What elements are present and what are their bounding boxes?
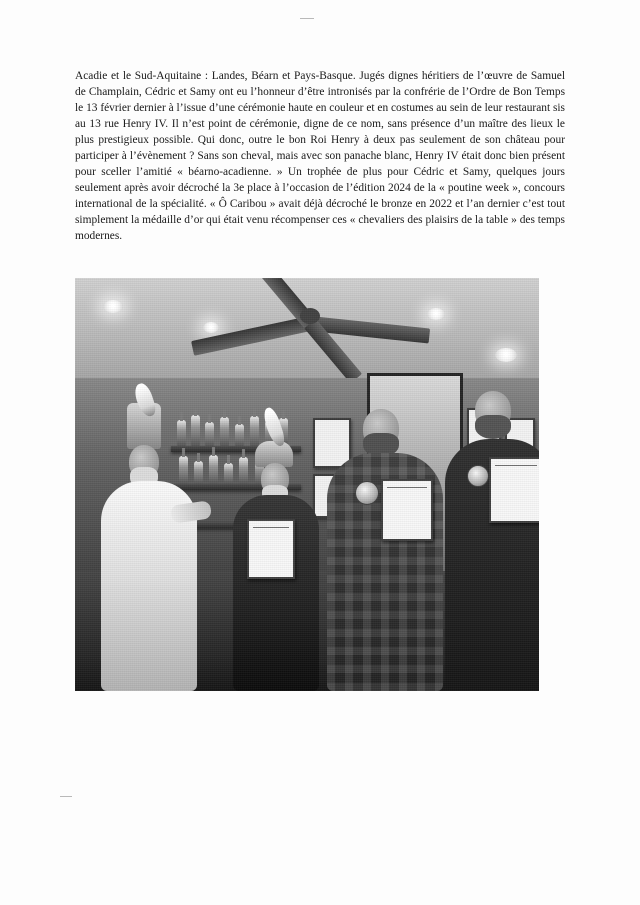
article-paragraph: Acadie et le Sud-Aquitaine : Landes, Béarn et Pays-Basque. Jugés dignes héritiers de l’œuvre de Samuel de Champlain, Cédric et Samy ont eu l’honneur d’être intronisés par la confrérie de l’Ordre de Bon Temps le 13 février dernier à l’issue d’une cérémonie haute en couleur et en costumes au sein de leur restaurant sis au 13 rue Henry IV. Il n’est point de cérémonie, digne de ce nom, sans présence d’un maître des lieux le plus prestigieux possible. Qui donc, outre le bon Roi Henry à deux pas seulement de son château pour participer à l’évènement ? Sans son cheval, mais avec son panache blanc, Henry IV était donc bien présent pour sceller l’amitié « béarno-acadienne. » Un trophée de plus pour Cédric et Samy, quelques jours seulement après avoir décroché la 3e place à l’occasion de l’édition 2024 de la « poutine week », concours international de la spécialité. « Ô Caribou » avait déjà décroché le bronze en 2022 et l’an dernier c’est tout simplement la médaille d’or qui était venu récompenser ces « chevaliers des plaisirs de la table » des temps modernes. — [75, 70, 568, 242]
person-2-certificate — [247, 519, 295, 579]
scan-artifact-left — [60, 796, 72, 797]
ceiling-fan — [195, 286, 425, 346]
person-3-certificate — [381, 479, 433, 541]
article-photograph — [75, 278, 539, 691]
person-2 — [213, 401, 323, 691]
person-4 — [445, 361, 539, 691]
person-1 — [93, 391, 213, 691]
certificate-text-lines — [387, 487, 427, 491]
person-4-beard — [475, 415, 511, 439]
ceiling-light-1 — [103, 300, 123, 313]
ceiling-light-3 — [427, 308, 445, 320]
ceiling-light-4 — [495, 348, 517, 362]
certificate-text-lines — [495, 465, 537, 469]
certificate-text-lines — [253, 527, 289, 531]
person-3 — [319, 371, 449, 691]
scan-artifact-top — [300, 18, 314, 19]
fan-hub — [300, 308, 320, 324]
photo-canvas — [75, 278, 539, 691]
person-4-medal — [467, 465, 489, 487]
person-3-medal — [355, 481, 379, 505]
person-4-certificate — [489, 457, 539, 523]
